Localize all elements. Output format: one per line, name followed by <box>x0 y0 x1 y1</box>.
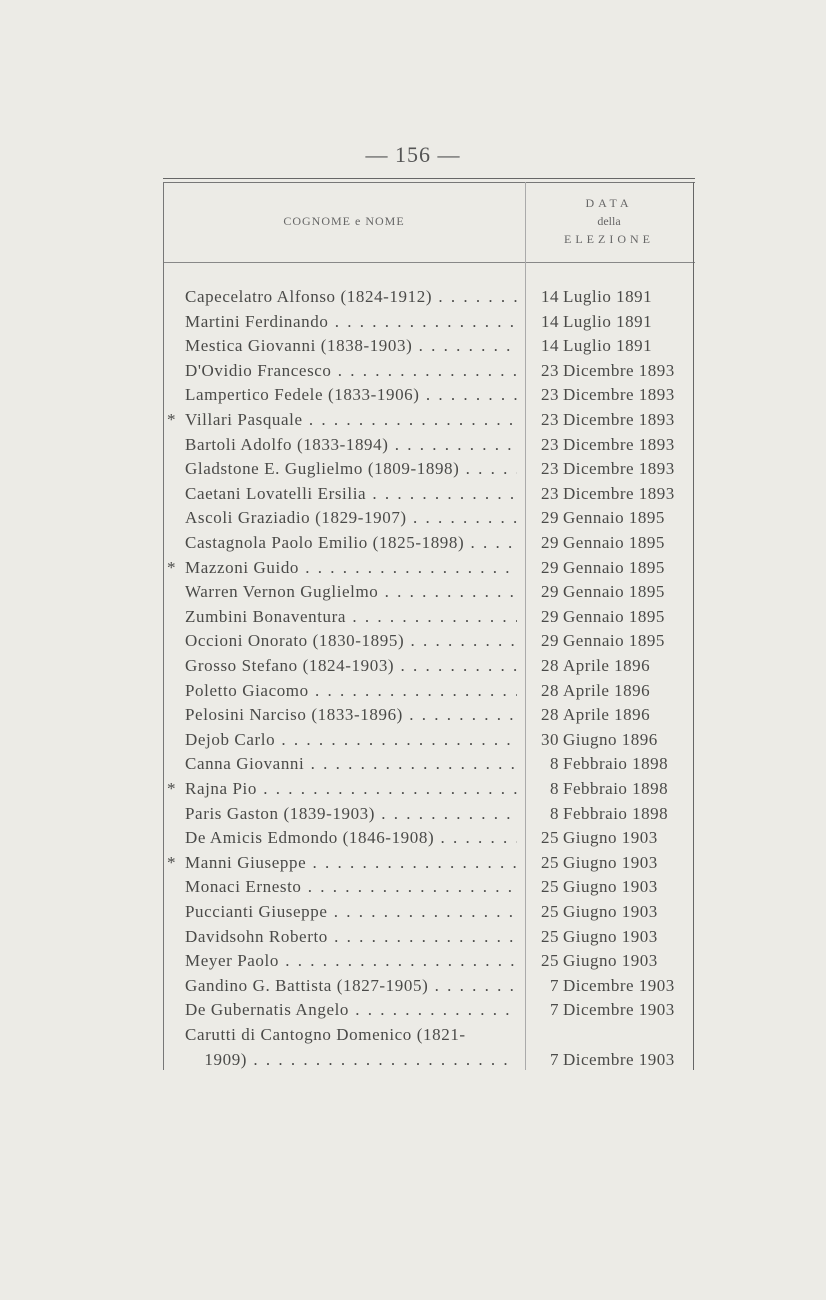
election-date <box>525 457 693 482</box>
election-date <box>525 1048 693 1073</box>
table-row <box>163 949 695 974</box>
election-date <box>525 703 693 728</box>
election-month-year: Aprile 1896 <box>563 680 651 700</box>
member-name: Martini Ferdinando . . . <box>185 310 517 335</box>
table-row <box>163 383 695 408</box>
table-row <box>163 654 695 679</box>
election-date <box>525 408 693 433</box>
election-date <box>525 285 693 310</box>
table-row <box>163 334 695 359</box>
election-date <box>525 851 693 876</box>
election-date <box>525 949 693 974</box>
election-date <box>525 654 693 679</box>
election-date <box>525 580 693 605</box>
member-name: Manni Giuseppe . . . <box>185 851 517 876</box>
table-row <box>163 408 695 433</box>
election-date <box>525 679 693 704</box>
election-day: 29 <box>541 508 559 528</box>
election-month-year: Dicembre 1903 <box>563 1000 675 1020</box>
member-name: Zumbini Bonaventura . . . <box>185 605 517 630</box>
election-day: 29 <box>541 533 559 552</box>
member-name: Monaci Ernesto . . . <box>185 875 517 900</box>
election-day: 29 <box>541 606 559 626</box>
election-day: 7 <box>550 1000 559 1020</box>
member-name: 1909) . . . <box>185 1048 517 1073</box>
member-name: Dejob Carlo . . . <box>185 728 517 753</box>
header-date-line2: della <box>597 214 621 228</box>
member-name: Warren Vernon Guglielmo . . . <box>185 580 517 605</box>
election-month-year: Giugno 1903 <box>563 852 658 872</box>
member-name: Canna Giovanni . . . <box>185 752 517 777</box>
member-name: Paris Gaston (1839-1903) . . . <box>185 802 517 827</box>
election-month-year: Giugno 1903 <box>563 951 658 971</box>
election-month-year: Luglio 1891 <box>563 287 653 306</box>
table-row <box>163 310 695 335</box>
table-row <box>163 900 695 925</box>
member-name: De Gubernatis Angelo . . . <box>185 998 517 1023</box>
member-name: Meyer Paolo . . . <box>185 949 517 974</box>
election-month-year: Giugno 1903 <box>563 902 658 921</box>
election-date <box>525 433 693 458</box>
election-month-year: Dicembre 1893 <box>563 410 675 429</box>
election-month-year: Gennaio 1895 <box>563 508 665 528</box>
election-day: 25 <box>541 828 559 848</box>
election-month-year: Gennaio 1895 <box>563 533 665 552</box>
member-name: Poletto Giacomo . . . <box>185 679 517 704</box>
page-number: — 156 — <box>365 142 461 167</box>
election-date <box>525 974 693 999</box>
election-date <box>525 752 693 777</box>
election-day: 14 <box>541 287 559 306</box>
election-day: 23 <box>541 459 559 479</box>
election-date <box>525 334 693 359</box>
election-date <box>525 531 693 556</box>
member-name: Davidsohn Roberto . . . <box>185 925 517 950</box>
election-day: 23 <box>541 434 559 454</box>
election-day: 25 <box>541 852 559 872</box>
election-day: 29 <box>541 582 559 602</box>
current-member-marker: * <box>167 852 176 872</box>
election-date <box>525 925 693 950</box>
member-name: Capecelatro Alfonso (1824-1912) . . . <box>185 285 517 310</box>
election-date <box>525 383 693 408</box>
member-name: Gandino G. Battista (1827-1905) . . . <box>185 974 517 999</box>
table-row <box>163 728 695 753</box>
member-name: Castagnola Paolo Emilio (1825-1898) . . . <box>185 531 517 556</box>
election-day: 28 <box>541 705 559 725</box>
table-row <box>163 506 695 531</box>
table-row <box>163 703 695 728</box>
table-row <box>163 482 695 507</box>
election-date <box>525 777 693 802</box>
election-day: 25 <box>541 877 559 897</box>
member-name: Caetani Lovatelli Ersilia . . . <box>185 482 517 507</box>
election-month-year: Febbraio 1898 <box>563 779 669 798</box>
member-name: Gladstone E. Guglielmo (1809-1898) . . . <box>185 457 517 482</box>
current-member-marker: * <box>167 410 176 429</box>
current-member-marker: * <box>167 557 176 577</box>
current-member-marker: * <box>167 779 176 798</box>
election-month-year: Gennaio 1895 <box>563 631 665 651</box>
election-month-year: Dicembre 1903 <box>563 975 675 995</box>
election-month-year: Aprile 1896 <box>563 705 651 725</box>
election-date <box>525 802 693 827</box>
election-day: 29 <box>541 631 559 651</box>
election-day: 25 <box>541 951 559 971</box>
member-name: Villari Pasquale . . . <box>185 408 517 433</box>
table-row <box>163 556 695 581</box>
table-row <box>163 1048 695 1073</box>
member-name: De Amicis Edmondo (1846-1908) . . . <box>185 826 517 851</box>
table-row <box>163 802 695 827</box>
election-day: 25 <box>541 926 559 946</box>
member-name: Rajna Pio . . . <box>185 777 517 802</box>
election-month-year: Dicembre 1893 <box>563 385 675 405</box>
election-date <box>525 556 693 581</box>
table-row <box>163 925 695 950</box>
table-row <box>163 605 695 630</box>
election-month-year: Giugno 1903 <box>563 828 658 848</box>
election-date <box>525 359 693 384</box>
election-date <box>525 605 693 630</box>
election-day: 23 <box>541 385 559 405</box>
election-day: 23 <box>541 483 559 503</box>
election-month-year: Dicembre 1903 <box>563 1049 675 1069</box>
election-day: 7 <box>550 1049 559 1069</box>
table-top-rule <box>163 178 695 179</box>
election-date <box>525 728 693 753</box>
table-row <box>163 1023 695 1048</box>
member-name: Carutti di Cantogno Domenico (1821- <box>185 1025 466 1044</box>
election-month-year: Gennaio 1895 <box>563 557 665 577</box>
election-date <box>525 875 693 900</box>
table-row <box>163 629 695 654</box>
table-row <box>163 998 695 1023</box>
election-month-year: Febbraio 1898 <box>563 803 669 823</box>
table-row <box>163 851 695 876</box>
election-day: 8 <box>550 779 559 798</box>
election-month-year: Dicembre 1893 <box>563 459 675 479</box>
election-month-year: Giugno 1896 <box>563 729 658 749</box>
member-name: Bartoli Adolfo (1833-1894) . . . <box>185 433 517 458</box>
election-date <box>525 629 693 654</box>
election-month-year: Febbraio 1898 <box>563 754 669 774</box>
member-name: Grosso Stefano (1824-1903) . . . <box>185 654 517 679</box>
election-month-year: Giugno 1903 <box>563 877 658 897</box>
table-row <box>163 826 695 851</box>
table-row <box>163 457 695 482</box>
table-row <box>163 531 695 556</box>
table-row <box>163 359 695 384</box>
election-day: 23 <box>541 410 559 429</box>
member-name: Pelosini Narciso (1833-1896) . . . <box>185 703 517 728</box>
election-month-year: Luglio 1891 <box>563 311 653 331</box>
election-day: 28 <box>541 680 559 700</box>
member-name: Lampertico Fedele (1833-1906) . . . <box>185 383 517 408</box>
election-date <box>525 998 693 1023</box>
members-table <box>163 178 695 1070</box>
table-row <box>163 679 695 704</box>
election-date <box>525 826 693 851</box>
header-name-column: COGNOME e NOME <box>283 214 405 228</box>
table-row <box>163 777 695 802</box>
election-day: 14 <box>541 336 559 356</box>
election-day: 23 <box>541 360 559 380</box>
election-day: 14 <box>541 311 559 331</box>
header-date-column <box>525 194 693 248</box>
member-name: D'Ovidio Francesco . . . <box>185 359 517 384</box>
table-row <box>163 433 695 458</box>
header-date-line1: DATA <box>585 196 633 210</box>
election-month-year: Aprile 1896 <box>563 656 651 675</box>
election-month-year: Giugno 1903 <box>563 926 658 946</box>
election-day: 28 <box>541 656 559 675</box>
table-top-rule-inner <box>163 182 695 183</box>
election-day: 25 <box>541 902 559 921</box>
table-row <box>163 875 695 900</box>
member-name: Mestica Giovanni (1838-1903) . . . <box>185 334 517 359</box>
election-date <box>525 310 693 335</box>
member-name: Puccianti Giuseppe . . . <box>185 900 517 925</box>
header-rule <box>163 262 695 263</box>
election-date <box>525 900 693 925</box>
member-name: Occioni Onorato (1830-1895) . . . <box>185 629 517 654</box>
election-month-year: Dicembre 1893 <box>563 483 675 503</box>
election-date <box>525 506 693 531</box>
election-month-year: Dicembre 1893 <box>563 360 675 380</box>
header-date-line3: ELEZIONE <box>564 232 654 246</box>
table-row <box>163 580 695 605</box>
election-month-year: Gennaio 1895 <box>563 606 665 626</box>
election-month-year: Dicembre 1893 <box>563 434 675 454</box>
election-date <box>525 482 693 507</box>
election-month-year: Luglio 1891 <box>563 336 653 356</box>
election-day: 30 <box>541 729 559 749</box>
table-row <box>163 974 695 999</box>
election-day: 8 <box>550 803 559 823</box>
election-date <box>525 1023 693 1048</box>
table-row <box>163 752 695 777</box>
election-day: 8 <box>550 754 559 774</box>
election-day: 7 <box>550 975 559 995</box>
table-row <box>163 285 695 310</box>
election-day: 29 <box>541 557 559 577</box>
election-month-year: Gennaio 1895 <box>563 582 665 602</box>
member-name: Mazzoni Guido . . . <box>185 556 517 581</box>
member-name: Ascoli Graziadio (1829-1907) . . . <box>185 506 517 531</box>
